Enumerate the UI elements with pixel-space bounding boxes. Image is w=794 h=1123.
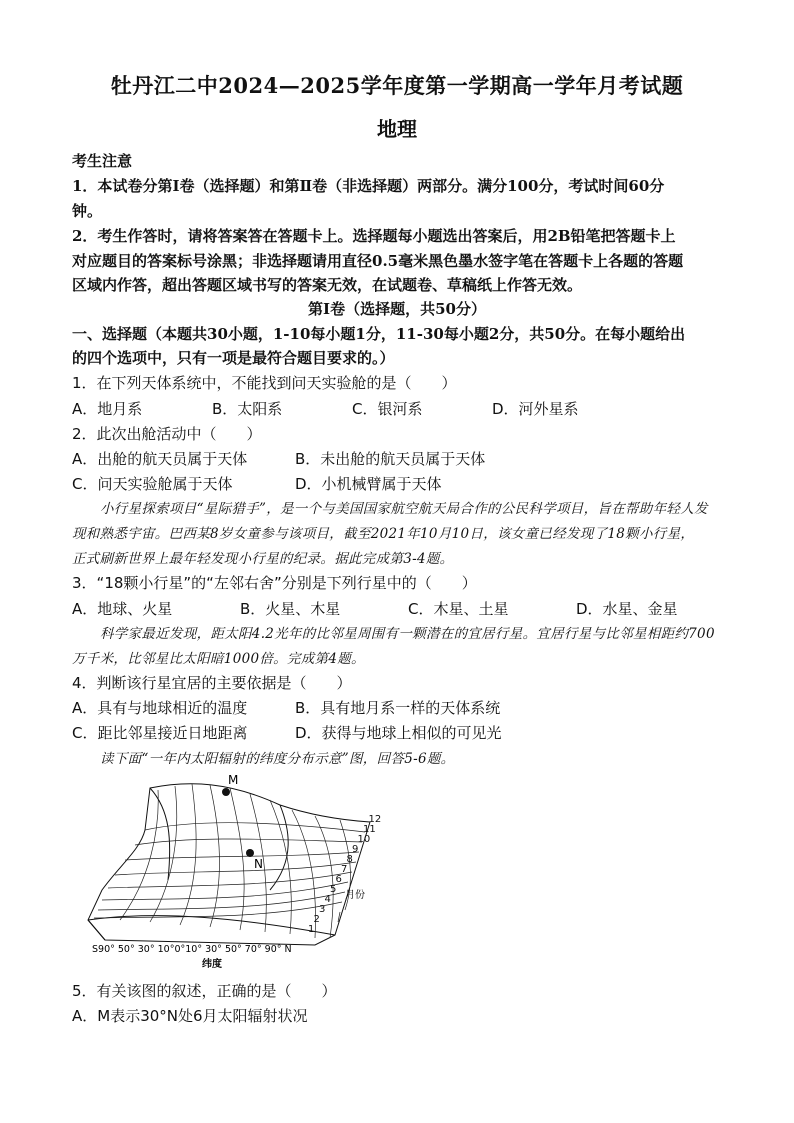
passage-1-line-3: 正式刷新世界上最年轻发现小行星的纪录。据此完成第3-4题。 [72, 551, 454, 567]
question-5-option-a: A．M表示30°N处6月太阳辐射状况 [72, 1007, 308, 1025]
point-n-label: N [254, 857, 263, 871]
point-m-marker [222, 788, 230, 796]
question-1-option-b: B．太阳系 [212, 400, 283, 418]
question-3-option-b: B．火星、木星 [240, 600, 341, 618]
question-2-option-b: B．未出舱的航天员属于天体 [295, 450, 486, 468]
question-3-option-d: D．水星、金星 [576, 600, 678, 618]
question-3-option-c: C．木星、土星 [408, 600, 509, 618]
month-tick-2: 2 [313, 914, 320, 925]
month-tick-12: 12 [368, 814, 382, 825]
exam-title: 牡丹江二中2024—2025学年度第一学期高一学年月考试题 [110, 73, 684, 98]
question-2-option-d: D．小机械臂属于天体 [295, 475, 442, 493]
notice-item-2-cont: 对应题目的答案标号涂黑；非选择题请用直径0.5毫米黑色墨水签字笔在答题卡上各题的答题 [72, 252, 684, 270]
notice-item-2: 2．考生作答时，请将答案答在答题卡上。选择题每小题选出答案后，用2B铅笔把答题卡上 [72, 227, 676, 245]
question-4-option-d: D．获得与地球上相似的可见光 [295, 724, 502, 742]
question-1-option-a: A．地月系 [72, 400, 143, 418]
passage-1-line-2: 现和熟悉宇宙。巴西某8岁女童参与该项目，截至2021年10月10日，该女童已经发现了18颗小行星， [72, 526, 695, 542]
part1-heading: 第Ⅰ卷（选择题，共50分） [308, 300, 486, 318]
question-1-stem: 1．在下列天体系统中，不能找到问天实验舱的是（ ） [72, 374, 457, 392]
question-4-option-a: A．具有与地球相近的温度 [72, 699, 248, 717]
point-m-label: M [228, 773, 239, 787]
figure-intro: 读下面“一年内太阳辐射的纬度分布示意”图，回答5-6题。 [100, 751, 455, 767]
question-5-stem: 5．有关该图的叙述，正确的是（ ） [72, 982, 337, 1000]
passage-2-line-2: 万千米，比邻星比太阳暗1000倍。完成第4题。 [72, 651, 365, 667]
question-3-option-a: A．地球、火星 [72, 600, 173, 618]
month-axis-label: 月份 [345, 890, 365, 901]
question-4-stem: 4．判断该行星宜居的主要依据是（ ） [72, 674, 352, 692]
notice-item-1-cont: 钟。 [72, 202, 103, 220]
subject-title: 地理 [377, 117, 417, 141]
passage-1-line-1: 小行星探索项目“星际猎手”，是一个与美国国家航空航天局合作的公民科学项目，旨在帮助年轻人发 [100, 501, 708, 517]
latitude-ticks: S90° 50° 30° 10°0°10° 30° 50° 70° 90° N [92, 944, 292, 955]
month-tick-10: 10 [357, 834, 371, 845]
point-n-marker [246, 849, 254, 857]
month-tick-7: 7 [341, 864, 348, 875]
question-1-option-d: D．河外星系 [492, 400, 579, 418]
question-4-option-b: B．具有地月系一样的天体系统 [295, 699, 501, 717]
notice-item-2-cont2: 区域内作答，超出答题区域书写的答案无效，在试题卷、草稿纸上作答无效。 [72, 276, 583, 294]
latitude-axis-label: 纬度 [202, 959, 222, 970]
radiation-figure [80, 770, 390, 970]
question-2-option-a: A．出舱的航天员属于天体 [72, 450, 248, 468]
month-tick-8: 8 [346, 854, 353, 865]
surface-outline [88, 784, 370, 945]
month-tick-11: 11 [363, 824, 376, 835]
month-tick-3: 3 [319, 904, 326, 915]
month-tick-9: 9 [352, 844, 359, 855]
question-2-stem: 2．此次出舱活动中（ ） [72, 425, 262, 443]
question-1-option-c: C．银河系 [352, 400, 423, 418]
notice-item-1: 1．本试卷分第Ⅰ卷（选择题）和第Ⅱ卷（非选择题）两部分。满分100分，考试时间60分 [72, 177, 665, 195]
passage-2-line-1: 科学家最近发现，距太阳4.2光年的比邻星周围有一颗潜在的宜居行星。宜居行星与比邻星相距约700 [100, 626, 715, 642]
question-2-option-c: C．问天实验舱属于天体 [72, 475, 233, 493]
month-tick-1: 1 [308, 924, 315, 935]
month-tick-6: 6 [335, 874, 342, 885]
section-instructions: 一、选择题（本题共30小题，1-10每小题1分，11-30每小题2分，共50分。在每小题给出 [72, 325, 686, 343]
month-tick-4: 4 [324, 894, 331, 905]
notice-heading: 考生注意 [72, 152, 133, 170]
month-tick-5: 5 [330, 884, 337, 895]
section-instructions-cont: 的四个选项中，只有一项是最符合题目要求的。） [72, 349, 395, 367]
question-3-stem: 3．“18颗小行星”的“左邻右舍”分别是下列行星中的（ ） [72, 574, 477, 592]
question-4-option-c: C．距比邻星接近日地距离 [72, 724, 248, 742]
